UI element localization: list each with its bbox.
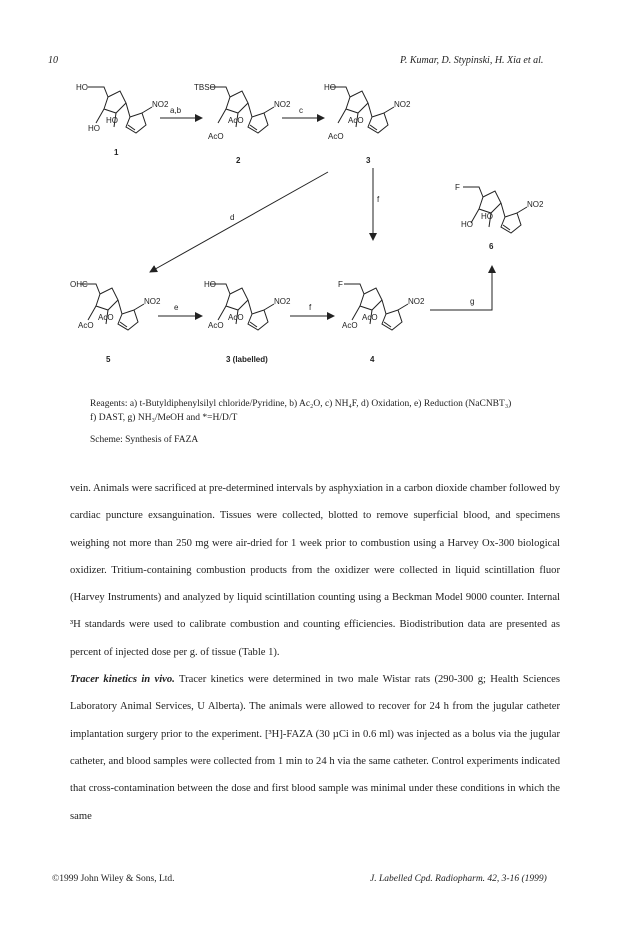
compound-3-labelled — [204, 280, 291, 364]
compound-1-number: 1 — [114, 148, 119, 157]
arrow-d — [150, 172, 328, 272]
compound-3l-number: 3 (labelled) — [226, 355, 268, 364]
compound-6-ring2: HO — [461, 220, 473, 229]
compound-1 — [76, 83, 169, 157]
footer-journal: J. Labelled Cpd. Radiopharm. 42, 3-16 (1999) — [370, 874, 547, 884]
compound-5-ring3: AcO — [98, 313, 114, 322]
reagents-note — [90, 397, 550, 425]
compound-3-sub5: HO — [324, 83, 336, 92]
compound-4-ring3: AcO — [362, 313, 378, 322]
compound-4 — [338, 280, 425, 364]
reagents-line-2: f) DAST, g) NH₃/MeOH and *=H/D/T — [90, 413, 238, 423]
footer-copyright: ©1999 John Wiley & Sons, Ltd. — [52, 874, 175, 884]
compound-3 — [324, 83, 411, 165]
synthesis-scheme — [0, 0, 628, 395]
compound-5-nitro: NO2 — [144, 297, 161, 306]
reagents-line-1: Reagents: a) t-Butyldiphenylsilyl chloride/Pyridine, b) Ac₂O, c) NH₄F, d) Oxidation, e) Reduction (NaCNBT₃) — [90, 399, 512, 409]
compound-2-sub5: TBSO — [194, 83, 216, 92]
arrow-f-horizontal-label: f — [309, 303, 312, 312]
paragraph-2 — [70, 666, 560, 830]
compound-4-nitro: NO2 — [408, 297, 425, 306]
compound-6-nitro: NO2 — [527, 200, 544, 209]
compound-2-ring2: AcO — [208, 132, 224, 141]
compound-3-number: 3 — [366, 156, 371, 165]
compound-3l-ring3: AcO — [228, 313, 244, 322]
compound-1-ring3: HO — [106, 116, 118, 125]
compound-1-nitro: NO2 — [152, 100, 169, 109]
compound-1-ring2: HO — [88, 124, 100, 133]
body-text — [70, 475, 560, 830]
arrow-ab-label: a,b — [170, 106, 182, 115]
compound-2-number: 2 — [236, 156, 241, 165]
running-header-authors: P. Kumar, D. Stypinski, H. Xia et al. — [400, 55, 544, 66]
page-number: 10 — [48, 55, 58, 66]
compound-2-nitro: NO2 — [274, 100, 291, 109]
paragraph-2-heading: Tracer kinetics in vivo. — [70, 674, 175, 686]
arrow-g-label: g — [470, 297, 475, 306]
compound-1-sub5: HO — [76, 83, 88, 92]
compound-6-ring3: HO — [481, 212, 493, 221]
scheme-caption: Scheme: Synthesis of FAZA — [90, 435, 199, 445]
compound-4-ring2: AcO — [342, 321, 358, 330]
arrow-d-label: d — [230, 213, 235, 222]
compound-3-ring2: AcO — [328, 132, 344, 141]
compound-4-sub5: F — [338, 280, 343, 289]
compound-6-sub5: F — [455, 183, 460, 192]
compound-5-number: 5 — [106, 355, 111, 364]
compound-3-ring3: AcO — [348, 116, 364, 125]
compound-3l-sub5: HO — [204, 280, 216, 289]
compound-3l-ring2: AcO — [208, 321, 224, 330]
arrow-e-label: e — [174, 303, 179, 312]
compound-2 — [194, 83, 291, 165]
arrow-c-label: c — [299, 106, 303, 115]
compound-3-nitro: NO2 — [394, 100, 411, 109]
compound-6-number: 6 — [489, 242, 494, 251]
compound-6 — [455, 183, 544, 251]
compound-4-number: 4 — [370, 355, 375, 364]
paragraph-2-text: Tracer kinetics were determined in two male Wistar rats (290-300 g; Health Sciences Laboratory Animal Services, U Alberta). The animals were allowed to recover for 24 h from the jugular catheter implantation surgery prior to the experiment. [³H]-FAZA (30 µCi in 0.6 ml) was injected as a bolus via the jugular catheter, and blood samples were collected from 1 min to 24 h via the same catheter. Control experiments indicated that cross-contamination between the dose and first blood sample was minimal under these conditions in which the same — [70, 674, 560, 822]
arrow-g — [430, 266, 492, 310]
compound-2-ring3: AcO — [228, 116, 244, 125]
compound-5-sub5: OHC — [70, 280, 88, 289]
compound-5 — [70, 280, 161, 364]
paragraph-1: vein. Animals were sacrificed at pre-determined intervals by asphyxiation in a carbon dioxide chamber followed by cardiac puncture exsanguination. Tissues were collected, blotted to remove superficial blood, and specimens weighing not more than 250 mg were air-dried for 1 week prior to combustion using a Harvey Ox-300 biological oxidizer. Tritium-containing combustion products from the oxidizer were collected in liquid scintillation fluor (Harvey Instruments) and analyzed by liquid scintillation counting using a Beckman Model 9000 counter. Internal ³H standards were used to calibrate combustion and counting efficiencies. Biodistribution data are presented as percent of injected dose per g. of tissue (Table 1). — [70, 483, 560, 658]
compound-5-ring2: AcO — [78, 321, 94, 330]
arrow-f-vertical-label: f — [377, 195, 380, 204]
compound-3l-nitro: NO2 — [274, 297, 291, 306]
